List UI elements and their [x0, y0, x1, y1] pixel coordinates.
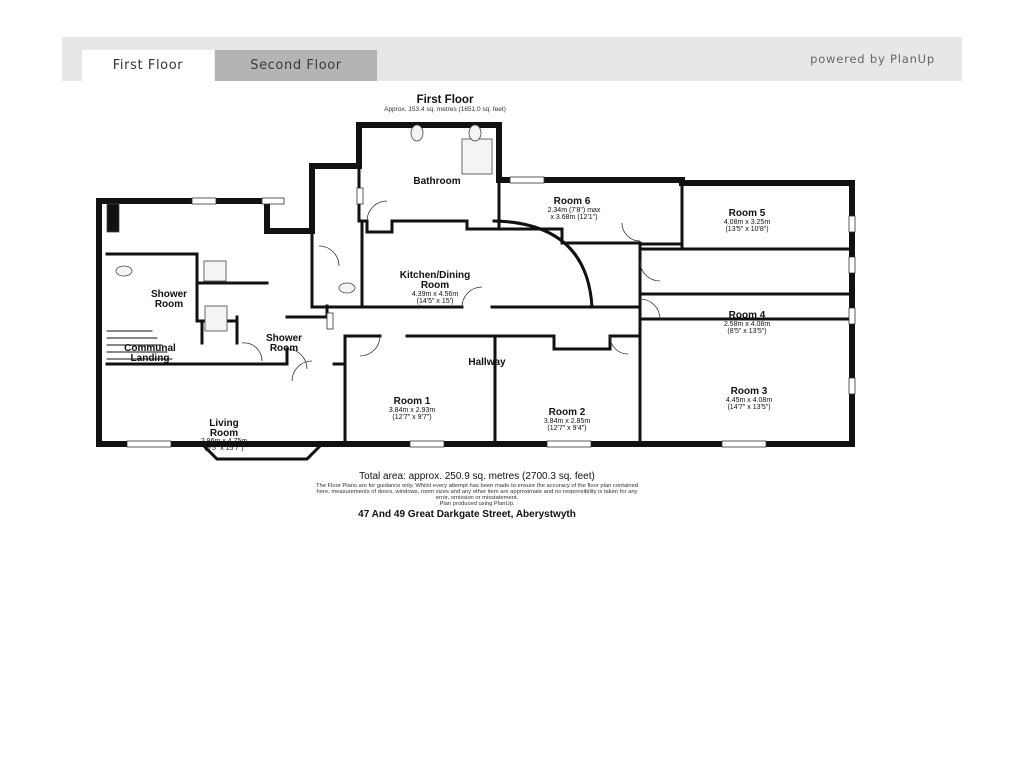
room-6-dims-2: x 3.68m (12'1"): [550, 214, 598, 221]
total-area-text: Total area: approx. 250.9 sq. metres (2700.3 sq. feet): [359, 471, 595, 482]
disclaimer: [316, 483, 638, 507]
room-shower-1-label-2: Room: [154, 299, 184, 310]
room-1-label: Room 1: [393, 396, 431, 407]
room-5-dims: 4.08m x 3.25m: [723, 219, 771, 226]
room-living-dims: 2.86m x 4.75m: [200, 438, 248, 445]
room-4-dims: 2.58m x 4.08m: [723, 321, 771, 328]
room-living-dims-2: (9'5" x 15'7"): [204, 445, 244, 452]
room-2-dims-2: (12'7" x 9'4"): [547, 425, 587, 432]
room-1-dims: 3.84m x 2.93m: [388, 407, 436, 414]
powered-by-label: powered by PlanUp: [810, 52, 935, 66]
room-living-label-2: Room: [209, 428, 239, 439]
room-5-label: Room 5: [728, 208, 766, 219]
floor-tab-bar: [62, 37, 962, 81]
room-2-dims: 3.84m x 2.85m: [543, 418, 591, 425]
room-4-label: Room 4: [728, 310, 766, 321]
room-kitchen-dims-2: (14'5" x 15'): [416, 298, 454, 305]
tab-first-floor[interactable]: First Floor: [82, 50, 214, 81]
floor-plan-image: [62, 81, 962, 522]
room-3-label: Room 3: [730, 386, 768, 397]
room-shower-1-label: Shower: [150, 289, 188, 300]
room-kitchen-label: Kitchen/Dining: [399, 270, 471, 281]
room-3-dims-2: (14'7" x 13'5"): [727, 404, 771, 411]
room-hallway-label: Hallway: [468, 357, 506, 368]
room-6-label: Room 6: [553, 196, 591, 207]
tab-second-floor[interactable]: Second Floor: [215, 50, 377, 81]
address-text: 47 And 49 Great Darkgate Street, Aberystwyth: [358, 509, 576, 520]
room-4-dims-2: (8'5" x 13'5"): [727, 328, 767, 335]
room-2-label: Room 2: [548, 407, 586, 418]
room-shower-2-label: Shower: [265, 333, 303, 344]
room-1-dims-2: (12'7" x 9'7"): [392, 414, 432, 421]
room-6-dims: 2.34m (7'8") max: [547, 207, 601, 214]
disclaimer-line: error, omission or misstatement.: [435, 495, 519, 501]
room-kitchen-dims: 4.39m x 4.56m: [411, 291, 459, 298]
plan-title: First Floor: [416, 94, 474, 106]
room-3-dims: 4.45m x 4.08m: [725, 397, 773, 404]
room-living-label: Living: [209, 418, 239, 429]
disclaimer-line: Plan produced using PlanUp.: [439, 501, 515, 507]
plan-subtitle: Approx. 153.4 sq. metres (1651.0 sq. feet): [384, 106, 506, 113]
room-communal-label: Communal: [124, 343, 176, 354]
floorplan-viewer: [62, 37, 962, 522]
room-bathroom-label: Bathroom: [413, 176, 461, 187]
room-kitchen-label-2: Room: [420, 280, 450, 291]
room-shower-2-label-2: Room: [269, 343, 299, 354]
disclaimer-line: The Floor Plans are for guidance only. Whilst every attempt has been made to ensure the accuracy of the floor plan contained: [315, 483, 639, 489]
room-communal-label-2: Landing: [130, 353, 170, 364]
disclaimer-line: here, measurements of doors, windows, room sizes and any other item are approximate and no responsibility is taken for any: [316, 489, 638, 495]
room-5-dims-2: (13'5" x 10'8"): [725, 226, 769, 233]
